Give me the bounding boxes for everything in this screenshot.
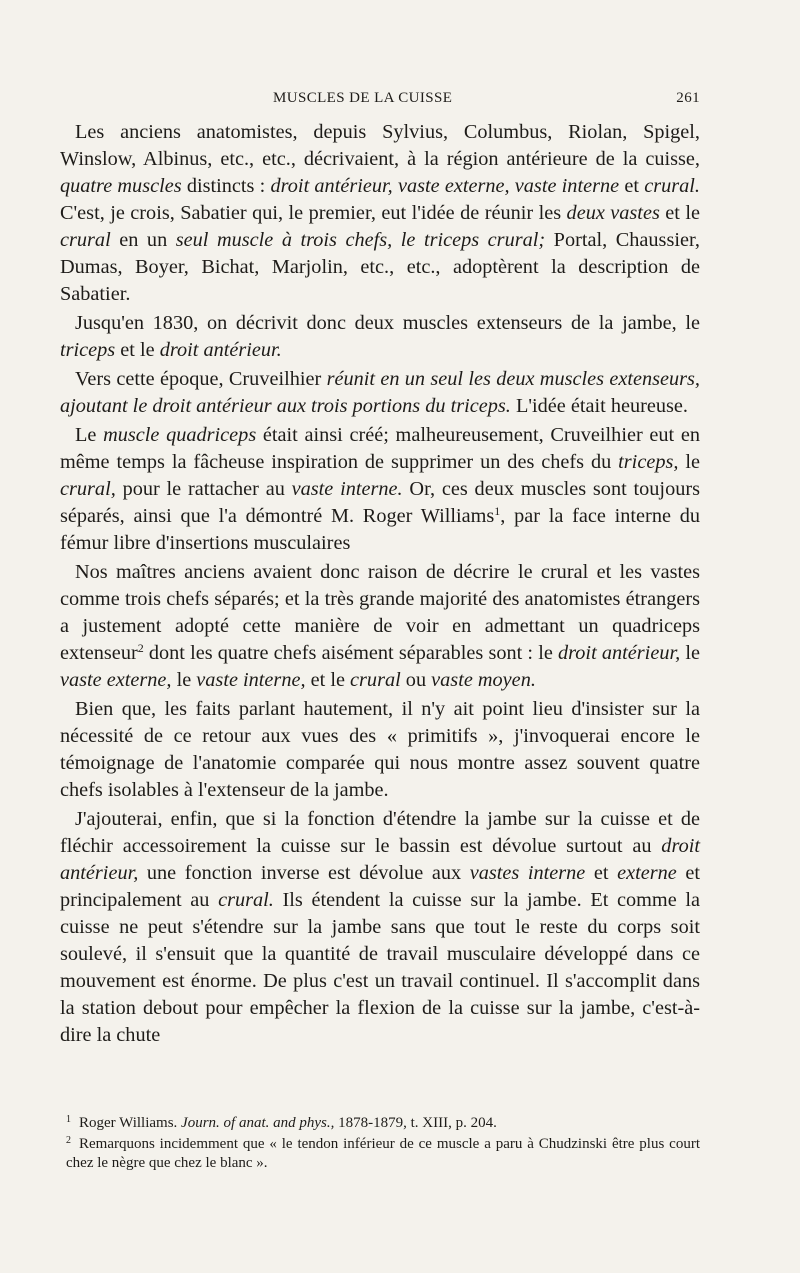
italic-term: deux vastes <box>566 202 660 224</box>
italic-term: droit antérieur, <box>60 835 700 884</box>
italic-term: crural. <box>644 175 700 197</box>
text-run: Roger Williams. <box>79 1115 182 1131</box>
italic-term: droit antérieur, vaste externe, vaste interne <box>270 175 620 197</box>
text-run: une fonction inverse est dévolue aux <box>138 862 470 884</box>
text-run: ou <box>400 669 432 691</box>
italic-term: vastes interne <box>469 862 586 884</box>
italic-term: crural, <box>60 478 116 500</box>
text-run: , par la face interne du fémur libre d'insertions musculaires <box>60 505 700 554</box>
text-run: Or, ces deux muscles sont toujours séparés, ainsi que l'a démontré M. Roger Williams <box>60 478 700 527</box>
text-run: était ainsi créé; malheureusement, Cruveilhier eut en même temps la fâcheuse inspiration de supprimer un des chefs du <box>60 424 701 473</box>
text-run: Nos maîtres anciens avaient donc raison de décrire le crural et les vastes comme trois chefs séparés; et la très grande majorité des anatomistes étrangers a justement adopté cette manière de voir en admettant un quadriceps extenseur <box>60 561 700 664</box>
italic-term: crural. <box>218 889 274 911</box>
italic-term: seul muscle à trois chefs, le triceps crural; <box>175 229 546 251</box>
text-run: et <box>585 862 618 884</box>
italic-term: vaste moyen. <box>431 669 536 691</box>
text-run: Vers cette époque, Cruveilhier <box>75 368 327 390</box>
paragraph-4 <box>60 422 700 557</box>
italic-term: droit antérieur, <box>558 642 681 664</box>
text-run: distincts : <box>181 175 271 197</box>
footnote-1 <box>60 1114 700 1133</box>
paragraph-6 <box>60 696 700 804</box>
text-run: Le <box>75 424 104 446</box>
italic-term: externe <box>617 862 677 884</box>
footnote-marker: 2 <box>66 1135 71 1146</box>
italic-term: vaste interne, <box>196 669 306 691</box>
italic-term: triceps, <box>618 451 679 473</box>
footnotes <box>60 1114 700 1173</box>
italic-term: muscle quadriceps <box>103 424 257 446</box>
footnote-ref-1[interactable]: 1 <box>494 504 501 518</box>
text-run: le <box>680 642 700 664</box>
text-run: 1878-1879, t. XIII, p. 204. <box>334 1115 497 1131</box>
italic-term: réunit en un seul les deux muscles extenseurs, ajoutant le droit antérieur aux trois portions du triceps. <box>60 368 700 417</box>
text-run: et le <box>659 202 700 224</box>
page-header <box>60 90 700 114</box>
italic-term: Journ. of anat. and phys., <box>181 1115 335 1131</box>
text-run: et le <box>115 339 160 361</box>
text-run: Bien que, les faits parlant hautement, il n'y ait point lieu d'insister sur la nécessité de ce retour aux vues des « primitifs », j'invoquerai encore le témoignage de l'anatomie comparée qui nous montre assez souvent quatre chefs isolables à l'extenseur de la jambe. <box>60 698 700 801</box>
paragraph-3 <box>60 366 700 420</box>
italic-term: vaste externe, <box>60 669 172 691</box>
text-run: Ils étendent la cuisse sur la jambe. Et comme la cuisse ne peut s'étendre sur la jambe sans que tout le reste du corps soit soulevé, il s'ensuit que la quantité de travail musculaire développé dans ce mouvement est énorme. De plus c'est un travail continuel. Il s'accomplit dans la station debout pour empêcher la flexion de la cuisse sur la jambe, c'est-à-dire la chute <box>60 889 700 1046</box>
text-run: pour le rattacher au <box>115 478 292 500</box>
paragraph-7 <box>60 806 700 1049</box>
italic-term: vaste interne. <box>291 478 403 500</box>
running-title: MUSCLES DE LA CUISSE <box>273 90 453 106</box>
text-run: et <box>619 175 645 197</box>
italic-term: triceps <box>60 339 116 361</box>
text-run: L'idée était heureuse. <box>510 395 688 417</box>
text-run: Les anciens anatomistes, depuis Sylvius, Columbus, Riolan, Spigel, Winslow, Albinus, etc., etc., décrivaient, à la région antérieure de la cuisse, <box>60 121 700 170</box>
body-text <box>60 119 700 1051</box>
italic-term: quatre muscles <box>60 175 182 197</box>
text-run: dont les quatre chefs aisément séparables sont : le <box>143 642 559 664</box>
italic-term: droit antérieur. <box>159 339 282 361</box>
italic-term: crural <box>350 669 401 691</box>
text-run: J'ajouterai, enfin, que si la fonction d'étendre la jambe sur la cuisse et de fléchir accessoirement la cuisse sur le bassin est dévolue surtout au <box>60 808 700 857</box>
paragraph-2 <box>60 310 700 364</box>
text-run: le <box>171 669 197 691</box>
footnote-2 <box>60 1135 700 1173</box>
text-run: le <box>678 451 700 473</box>
footnote-ref-2[interactable]: 2 <box>137 641 144 655</box>
text-run: Portal, Chaussier, Dumas, Boyer, Bichat, Marjolin, etc., etc., adoptèrent la description de Sabatier. <box>60 229 700 305</box>
page-number: 261 <box>676 90 700 106</box>
text-run: Remarquons incidemment que « le tendon inférieur de ce muscle a paru à Chudzinski être plus court chez le nègre que chez le blanc ». <box>66 1136 700 1171</box>
footnote-marker: 1 <box>66 1114 71 1125</box>
italic-term: crural <box>60 229 111 251</box>
text-run: C'est, je crois, Sabatier qui, le premier, eut l'idée de réunir les <box>60 202 567 224</box>
text-run: et le <box>305 669 351 691</box>
paragraph-1 <box>60 119 700 308</box>
paragraph-5 <box>60 559 700 694</box>
text-run: et principalement au <box>60 862 700 911</box>
text-run: en un <box>110 229 176 251</box>
text-run: Jusqu'en 1830, on décrivit donc deux muscles extenseurs de la jambe, le <box>75 312 700 334</box>
